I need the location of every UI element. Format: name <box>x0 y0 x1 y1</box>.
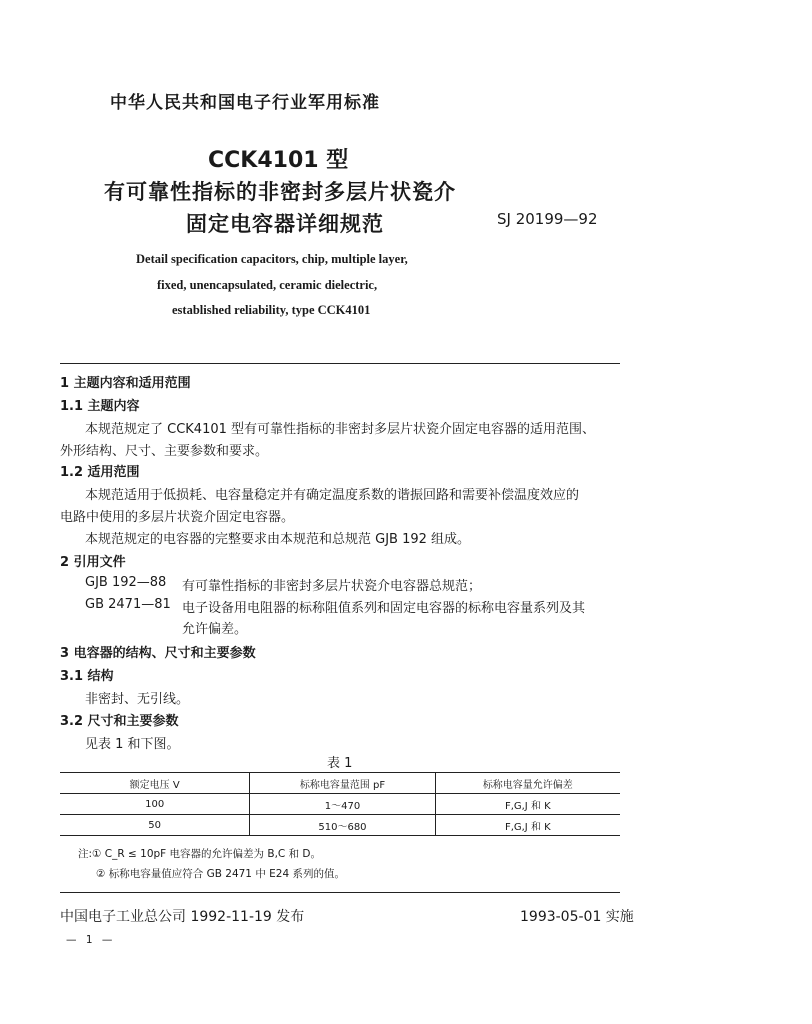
english-title-line2: fixed, unencapsulated, ceramic dielectric, <box>157 278 378 292</box>
section-1-2-para-line1: 本规范适用于低损耗、电容量稳定并有确定温度系数的谐振回路和需要补偿温度效应的 <box>85 488 580 503</box>
reference-2-title-cont: 允许偏差。 <box>182 622 248 637</box>
reference-2-code: GB 2471—81 <box>85 597 171 612</box>
parameter-table <box>60 772 620 836</box>
table-cell-tolerance: F,G,J 和 K <box>435 815 620 836</box>
section-1-2-para-line3: 本规范规定的电容器的完整要求由本规范和总规范 GJB 192 组成。 <box>85 532 471 547</box>
table-cell-tolerance: F,G,J 和 K <box>435 794 620 815</box>
table-header-row <box>60 773 620 794</box>
english-title-line3: established reliability, type CCK4101 <box>172 303 371 317</box>
table-note-2: ② 标称电容量值应符合 GB 2471 中 E24 系列的值。 <box>96 868 345 880</box>
english-title-line1: Detail specification capacitors, chip, multiple layer, <box>136 252 408 266</box>
reference-1-title: 有可靠性指标的非密封多层片状瓷介电容器总规范； <box>182 579 482 594</box>
doc-title-line2: 有可靠性指标的非密封多层片状瓷介 <box>104 180 456 204</box>
table-caption: 表 1 <box>327 756 353 771</box>
section-3-heading: 3 电容器的结构、尺寸和主要参数 <box>60 646 256 661</box>
section-1-1-para-line2: 外形结构、尺寸、主要参数和要求。 <box>60 444 269 459</box>
section-3-2-para: 见表 1 和下图。 <box>85 737 180 752</box>
table-header-voltage: 额定电压 V <box>60 773 250 794</box>
page-number: — 1 — <box>66 934 116 946</box>
doc-title-model: CCK4101 型 <box>208 148 349 173</box>
section-2-heading: 2 引用文件 <box>60 555 126 570</box>
section-3-1-para: 非密封、无引线。 <box>85 692 190 707</box>
table-header-capacitance-range: 标称电容量范围 pF <box>250 773 435 794</box>
table-cell-capacitance: 1～470 <box>250 794 435 815</box>
reference-2-title: 电子设备用电阻器的标称阻值系列和固定电容器的标称电容量系列及其 <box>182 601 586 616</box>
section-3-1-heading: 3.1 结构 <box>60 669 114 684</box>
table-header-tolerance: 标称电容量允许偏差 <box>435 773 620 794</box>
section-3-2-heading: 3.2 尺寸和主要参数 <box>60 714 179 729</box>
section-1-heading: 1 主题内容和适用范围 <box>60 376 191 391</box>
reference-1-code: GJB 192—88 <box>85 575 167 590</box>
top-divider <box>60 363 620 364</box>
section-1-2-para-line2: 电路中使用的多层片状瓷介固定电容器。 <box>60 510 295 525</box>
section-1-1-para-line1: 本规范规定了 CCK4101 型有可靠性指标的非密封多层片状瓷介固定电容器的适用范围、 <box>85 422 596 437</box>
table-cell-voltage: 50 <box>60 815 250 836</box>
doc-title-line3: 固定电容器详细规范 <box>186 212 384 236</box>
standard-number: SJ 20199—92 <box>497 210 598 228</box>
bottom-divider <box>60 892 620 893</box>
effective-date: 1993-05-01 实施 <box>520 909 634 925</box>
table-row <box>60 794 620 815</box>
table-row <box>60 815 620 836</box>
section-1-2-heading: 1.2 适用范围 <box>60 465 140 480</box>
table-note-1: 注:① C_R ≤ 10pF 电容器的允许偏差为 B,C 和 D。 <box>78 848 322 860</box>
section-1-1-heading: 1.1 主题内容 <box>60 399 140 414</box>
table-cell-voltage: 100 <box>60 794 250 815</box>
issue-date: 中国电子工业总公司 1992-11-19 发布 <box>60 909 305 925</box>
standard-category-title: 中华人民共和国电子行业军用标准 <box>110 93 380 113</box>
table-cell-capacitance: 510～680 <box>250 815 435 836</box>
